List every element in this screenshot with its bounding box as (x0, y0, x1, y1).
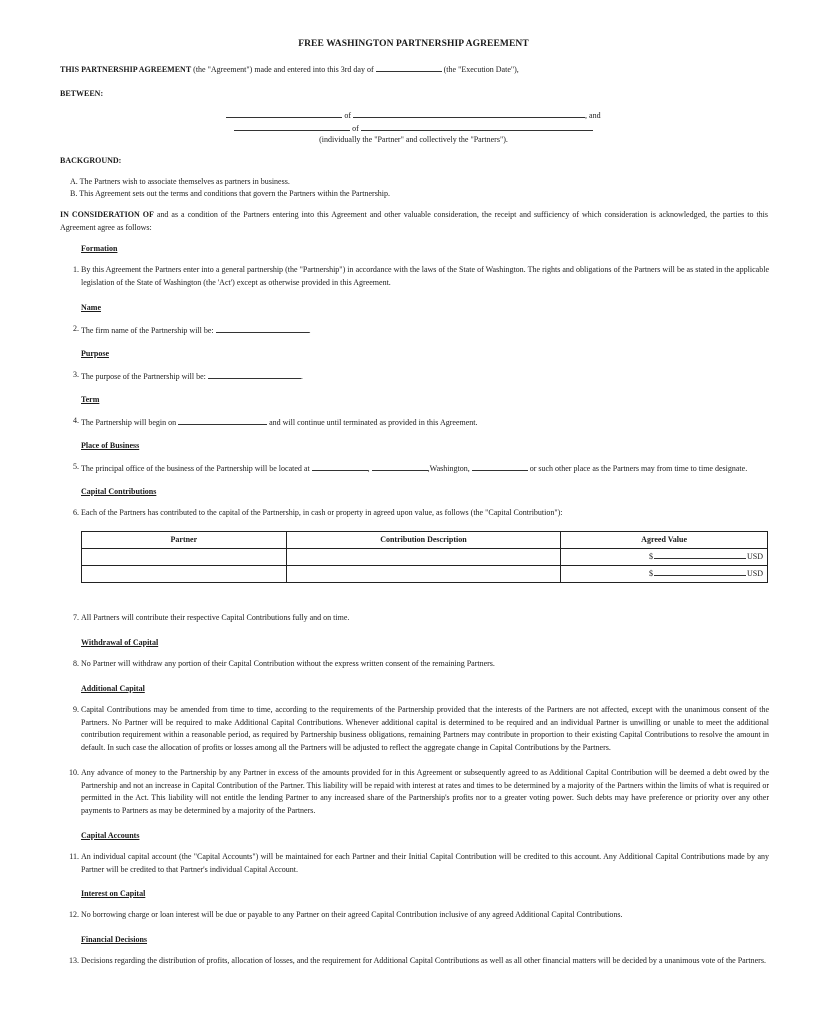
clause-additional-text: Capital Contributions may be amended from time to time, according to the requirements of the Partnership provided that the interests of the Partners are not affected, except with the unanimous consent of the Partners. No Partner will be required to make Additional Capital Contributions. Whenever additional capital is determined to be required and an individual Partner is unwilling or unable to meet the additional contribution requirement within a reasonable period, as required by Partnership business obligations, remaining Partners may contribute in proportion to their existing Capital Contributions to resolve the amount in default. In such case the allocation of profits or losses among all the Partners will be adjusted to reflect the aggregate change in Capital Contributions by the Partners. (81, 705, 769, 752)
currency-code: USD (746, 569, 763, 578)
clause-place-sep: , (367, 464, 372, 473)
clause-10-text: Any advance of money to the Partnership by any Partner in excess of the amounts provided for in this Agreement or subsequently agreed to as Additional Capital Contribution will be deemed a debt owed by the Partnership and not an increase in Capital Contribution of the Partner. This liability will be repaid with interest at rates and times to be determined by a majority of the Partners within the limits of what is required or permitted in the Act. This liability will not entitle the lending Partner to any increased share of the Partnership's profits nor to a greater voting power. Such debts may have preference or priority over any other payments to Partners as may be determined by a majority of the Partners. (81, 768, 769, 815)
agreed-value-blank[interactable] (654, 549, 746, 559)
clause-financial-text: Decisions regarding the distribution of profits, allocation of losses, and the requirement for Additional Capital Contributions as well as all other financial matters will be decided by a unanimous vote of the Partners. (81, 956, 766, 965)
clause-number: 6. (73, 508, 79, 517)
clause-term (81, 415, 769, 430)
clause-place-state: ,Washington, (427, 464, 472, 473)
document-title: FREE WASHINGTON PARTNERSHIP AGREEMENT (298, 39, 529, 49)
clause-number: 1. (73, 265, 79, 274)
clause-purpose (81, 369, 769, 384)
table-header-row (82, 532, 768, 549)
heading-purpose: Purpose (81, 349, 109, 358)
clause-number: 10. (69, 768, 79, 777)
clause-term-text: The Partnership will begin on (81, 418, 179, 427)
clause-number: 8. (73, 659, 79, 668)
party-2-address-blank[interactable] (361, 121, 593, 131)
heading-additional-capital: Additional Capital (81, 684, 145, 693)
clause-formation-text: By this Agreement the Partners enter into a general partnership (the "Partnership") in accordance with the laws of the State of Washington. The rights and obligations of the Partners will be as stated in the applicable legislation of the State of Washington (the 'Act') except as otherwise provided in this Agreement. (81, 265, 769, 287)
clause-number: 13. (69, 956, 79, 965)
clause-capital-accounts-text: An individual capital account (the "Capital Accounts") will be maintained for each Partner and their Initial Capital Contribution will be credited to this account. Any Additional Capital Contributions made by any Partner will be credited to that Partner's individual Capital Account. (81, 852, 769, 874)
currency-code: USD (746, 552, 763, 561)
heading-formation: Formation (81, 244, 118, 253)
clause-number: 5. (73, 462, 79, 471)
description-cell[interactable] (286, 549, 561, 566)
clause-number: 4. (73, 416, 79, 425)
clause-name-end: . (308, 326, 311, 335)
heading-interest-on-capital: Interest on Capital (81, 889, 146, 898)
clause-number: 9. (73, 705, 79, 714)
zip-blank[interactable] (472, 461, 528, 471)
clause-capital-contributions-text: Each of the Partners has contributed to the capital of the Partnership, in cash or property in agreed upon value, as follows (the "Capital Contribution"): (81, 508, 563, 517)
city-blank[interactable] (372, 461, 428, 471)
clause-withdrawal-text: No Partner will withdraw any portion of their Capital Contribution without the express written consent of the remaining Partners. (81, 659, 495, 668)
clause-interest-text: No borrowing charge or loan interest will be due or payable to any Partner on their agreed Capital Contribution inclusive of any agreed Additional Capital Contributions. (81, 910, 623, 919)
clause-number: 3. (73, 370, 79, 379)
clause-place (81, 461, 769, 476)
clause-name (81, 323, 769, 338)
background-item-text: The Partners wish to associate themselves as partners in business. (79, 177, 290, 186)
heading-withdrawal: Withdrawal of Capital (81, 638, 159, 647)
currency-symbol: $ (648, 569, 653, 578)
column-header-description: Contribution Description (286, 532, 561, 549)
purpose-blank[interactable] (208, 369, 301, 379)
table-row (82, 549, 768, 566)
clause-7-text: All Partners will contribute their respective Capital Contributions fully and on time. (81, 613, 350, 622)
background-item-marker: B. (70, 189, 78, 198)
party-2-name-blank[interactable] (234, 121, 350, 131)
parties-collective-note: (individually the "Partner" and collectively the "Partners"). (319, 135, 508, 144)
background-item (70, 188, 390, 201)
clause-number: 12. (69, 910, 79, 919)
clause-name-text: The firm name of the Partnership will be: (81, 326, 216, 335)
background-item-marker: A. (70, 177, 78, 186)
heading-term: Term (81, 395, 100, 404)
column-header-partner: Partner (82, 532, 287, 549)
start-date-blank[interactable] (178, 415, 267, 425)
column-header-agreed-value: Agreed Value (561, 532, 768, 549)
clause-place-end: or such other place as the Partners may from time to time designate. (527, 464, 748, 473)
intro-lead: THIS PARTNERSHIP AGREEMENT (60, 65, 192, 74)
partner-cell[interactable] (82, 549, 287, 566)
heading-financial-decisions: Financial Decisions (81, 935, 148, 944)
consideration-paragraph (60, 209, 768, 234)
background-label: BACKGROUND: (60, 156, 122, 165)
heading-capital-accounts: Capital Accounts (81, 831, 140, 840)
consideration-lead: IN CONSIDERATION OF (60, 210, 154, 219)
clause-place-text: The principal office of the business of the Partnership will be located at (81, 464, 312, 473)
table-row (82, 566, 768, 583)
intro-paragraph (60, 62, 519, 77)
clause-number: 7. (73, 613, 79, 622)
party-1-address-blank[interactable] (353, 108, 585, 118)
agreed-value-cell[interactable] (561, 566, 768, 583)
background-item-text: This Agreement sets out the terms and conditions that govern the Partners within the Partnership. (79, 189, 391, 198)
clause-number: 2. (73, 324, 79, 333)
clause-term-end: and will continue until terminated as provided in this Agreement. (267, 418, 478, 427)
heading-name: Name (81, 303, 101, 312)
contribution-table (81, 531, 768, 583)
party-1-and-label: , and (585, 111, 601, 120)
street-blank[interactable] (312, 461, 368, 471)
firm-name-blank[interactable] (216, 323, 309, 333)
heading-capital-contributions: Capital Contributions (81, 487, 157, 496)
execution-date-blank[interactable] (376, 62, 442, 72)
intro-text-1: (the "Agreement") made and entered into this 3rd day of (191, 65, 376, 74)
agreed-value-blank[interactable] (654, 566, 746, 576)
heading-place-of-business: Place of Business (81, 441, 140, 450)
partner-cell[interactable] (82, 566, 287, 583)
clause-number: 11. (69, 852, 79, 861)
between-label: BETWEEN: (60, 89, 104, 98)
background-item (70, 176, 290, 189)
party-2-of-label: of (352, 124, 359, 133)
clause-purpose-text: The purpose of the Partnership will be: (81, 372, 208, 381)
party-1-name-blank[interactable] (226, 108, 342, 118)
consideration-text: and as a condition of the Partners entering into this Agreement and other valuable consideration, the receipt and sufficiency of which consideration is acknowledged, the parties to this Agreement agree as follows: (60, 210, 768, 232)
party-1-of-label: of (344, 111, 352, 120)
agreed-value-cell[interactable] (561, 549, 768, 566)
description-cell[interactable] (286, 566, 561, 583)
clause-purpose-end: . (300, 372, 303, 381)
currency-symbol: $ (648, 552, 653, 561)
intro-text-2: (the "Execution Date"), (441, 65, 519, 74)
